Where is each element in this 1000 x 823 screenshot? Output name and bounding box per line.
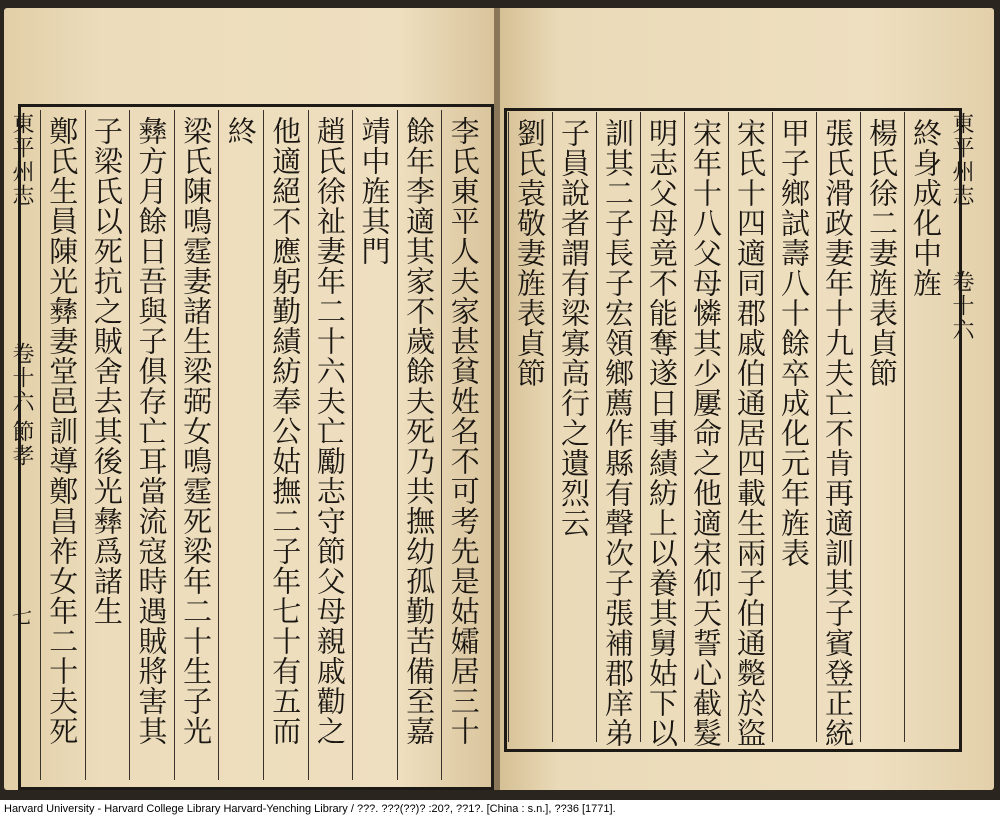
text-column: 宋年十八父母憐其少屢命之他適宋仰天誓心截髮 bbox=[689, 118, 723, 748]
text-column: 他適絕不應躬勤績紡奉公姑撫二子年七十有五而 bbox=[268, 116, 303, 746]
column-rule bbox=[441, 110, 442, 780]
text-column: 明志父母竟不能奪遂日事績紡上以養其舅姑下以 bbox=[645, 118, 679, 748]
text-column: 趙氏徐祉妻年二十六夫亡勵志守節父母親戚勸之 bbox=[312, 116, 347, 746]
column-rule bbox=[772, 112, 773, 742]
column-rule bbox=[552, 112, 553, 742]
column-rule bbox=[684, 112, 685, 742]
column-rule bbox=[640, 112, 641, 742]
column-rule bbox=[397, 110, 398, 780]
column-rule bbox=[40, 110, 41, 780]
column-rule bbox=[85, 110, 86, 780]
text-column: 子員說者謂有梁寡高行之遺烈云 bbox=[557, 118, 591, 538]
left-page-number: 七 bbox=[12, 604, 32, 628]
column-rule bbox=[352, 110, 353, 780]
column-rule bbox=[860, 112, 861, 742]
column-rule bbox=[904, 112, 905, 742]
column-rule bbox=[508, 112, 509, 742]
left-banner-title: 東平州志 bbox=[9, 112, 34, 208]
column-rule bbox=[728, 112, 729, 742]
left-banner-section: 卷十六 bbox=[9, 342, 34, 414]
text-column: 李氏東平人夫家甚貧姓名不可考先是姑孀居三十 bbox=[446, 116, 481, 746]
library-citation-footer: Harvard University - Harvard College Library Harvard-Yenching Library / ???. ???(??)? :20?, ??1?. [China : s.n.], ??36 [1771]. bbox=[4, 803, 616, 815]
column-rule bbox=[816, 112, 817, 742]
right-banner-section: 卷十六 bbox=[949, 270, 974, 342]
text-column: 子梁氏以死抗之賊舍去其後光彝爲諸生 bbox=[89, 116, 124, 626]
text-column: 彝方月餘日吾與子俱存亡耳當流寇時遇賊將害其 bbox=[134, 116, 169, 746]
text-column: 楊氏徐二妻旌表貞節 bbox=[865, 118, 899, 388]
column-rule bbox=[308, 110, 309, 780]
right-columns bbox=[508, 112, 948, 748]
text-column: 鄭氏生員陳光彝妻堂邑訓導鄭昌祚女年二十夫死 bbox=[45, 116, 80, 746]
column-rule bbox=[218, 110, 219, 780]
text-column: 張氏滑政妻年十九夫亡不肯再適訓其子賓登正統 bbox=[821, 118, 855, 748]
text-column: 梁氏陳鳴霆妻諸生梁弼女鳴霆死梁年二十生子光 bbox=[179, 116, 214, 746]
column-rule bbox=[174, 110, 175, 780]
text-column: 劉氏袁敬妻旌表貞節 bbox=[513, 118, 547, 388]
left-banner-category: 節孝 bbox=[9, 420, 34, 468]
text-column: 終身成化中旌 bbox=[909, 118, 943, 298]
text-column: 靖中旌其門 bbox=[357, 116, 392, 266]
column-rule bbox=[596, 112, 597, 742]
left-columns bbox=[40, 110, 486, 780]
text-column: 甲子鄉試壽八十餘卒成化元年旌表 bbox=[777, 118, 811, 568]
column-rule bbox=[263, 110, 264, 780]
text-column: 終 bbox=[223, 116, 258, 146]
right-banner-title: 東平州志 bbox=[949, 112, 974, 208]
text-column: 訓其二子長子宏領鄉薦作縣有聲次子張補郡庠弟 bbox=[601, 118, 635, 748]
text-column: 宋氏十四適同郡戚伯通居四載生兩子伯通斃於盜 bbox=[733, 118, 767, 748]
text-column: 餘年李適其家不歲餘夫死乃共撫幼孤勤苦備至嘉 bbox=[402, 116, 437, 746]
column-rule bbox=[129, 110, 130, 780]
